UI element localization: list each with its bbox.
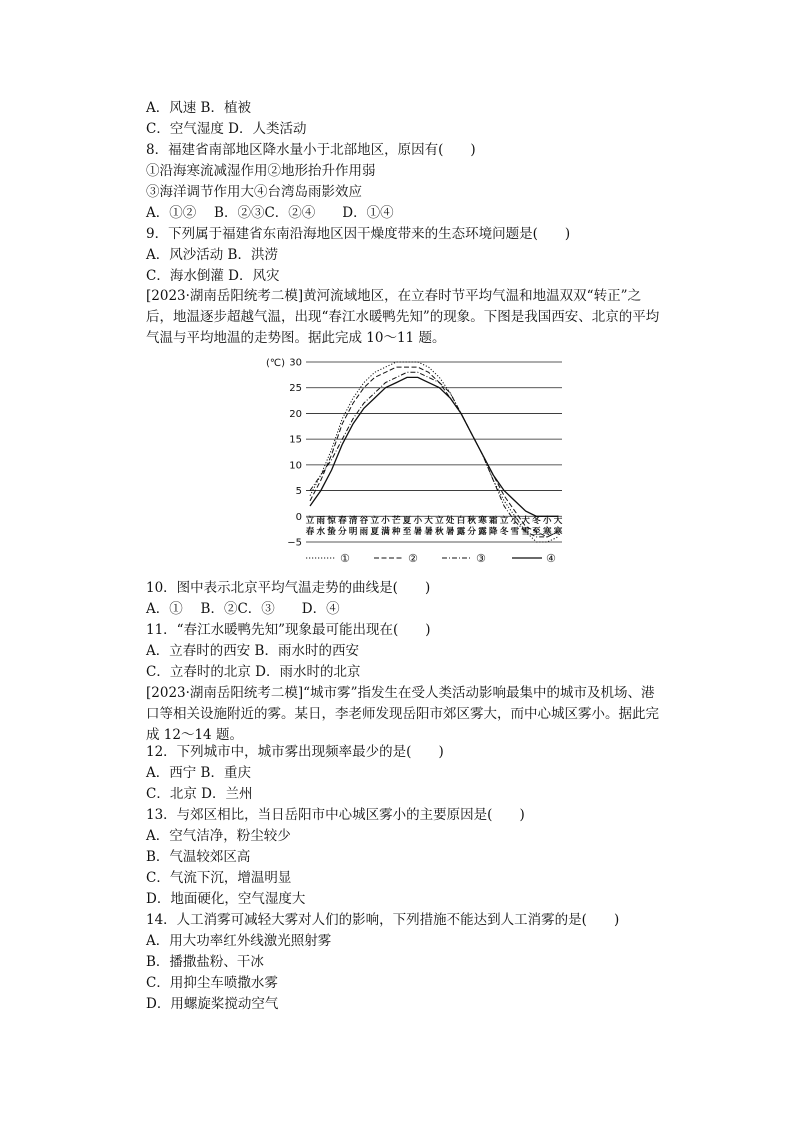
- q14-option-a: A．用大功率红外线激光照射雾: [146, 933, 332, 949]
- q8-statements-34: ③海洋调节作用大④台湾岛雨影效应: [146, 184, 362, 200]
- q13-option-c: C．气流下沉，增温明显: [146, 870, 292, 886]
- x-category-label-top: 立: [435, 515, 444, 526]
- x-category-label-bottom: 水: [316, 526, 326, 537]
- x-category-label-top: 白: [456, 515, 466, 526]
- x-category-label-top: 秋: [467, 515, 476, 526]
- chart-legend: [306, 552, 556, 565]
- q10-stem: 10．图中表示北京平均气温走势的曲线是( ): [146, 580, 431, 596]
- y-tick-label: 20: [289, 408, 302, 420]
- series-line-3: [310, 372, 558, 537]
- y-tick-labels: [287, 358, 302, 549]
- q14-option-b: B．播撒盐粉、干冰: [146, 954, 264, 970]
- q10-options: A．① B．②C．③ D．④: [146, 601, 340, 617]
- q13-option-b: B．气温较郊区高: [146, 849, 251, 865]
- legend-label: ③: [476, 552, 486, 565]
- passage-12-14: [2023·湖南岳阳统考二模]“城市雾”指发生在受人类活动影响最集中的城市及机场、港口等相关设施附近的雾。某日，李老师发现岳阳市郊区雾大，而中心城区雾小。据此完成 12～14 题。: [146, 685, 659, 743]
- q9-options-cd: C．海水倒灌 D．风灾: [146, 268, 280, 284]
- q11-options-cd: C．立春时的北京 D．雨水时的北京: [146, 664, 361, 680]
- x-category-label-top: 谷: [359, 515, 369, 526]
- x-category-label-bottom: 至: [532, 526, 541, 537]
- q8-stem: 8．福建省南部地区降水量小于北部地区，原因有( ): [146, 142, 476, 158]
- temperature-chart: [262, 352, 572, 570]
- x-category-label-bottom: 秋: [435, 526, 444, 537]
- x-category-label-top: 夏: [402, 515, 412, 526]
- x-category-label-top: 立: [305, 515, 315, 526]
- q9-options-ab: A．风沙活动 B．洪涝: [146, 247, 278, 263]
- x-category-label-bottom: 夏: [370, 526, 379, 537]
- passage-10-11: [2023·湖南岳阳统考二模]黄河流域地区，在立春时节平均气温和地温双双“转正”之后，地温逐步超越气温，出现“春江水暖鸭先知”的现象。下图是我国西安、北京的平均气温与平均地温的走势图。据此完成 10～11 题。: [146, 288, 660, 346]
- x-category-label-top: 霜: [489, 515, 498, 526]
- x-category-label-bottom: 冬: [499, 526, 509, 537]
- q12-stem: 12．下列城市中，城市雾出现频率最少的是( ): [146, 744, 444, 760]
- x-category-label-bottom: 寒: [542, 526, 552, 537]
- x-category-label-top: 寒: [478, 515, 487, 526]
- x-category-label-bottom: 暑: [424, 526, 433, 537]
- y-tick-label: 10: [289, 460, 302, 472]
- x-category-label-top: 小: [413, 515, 423, 526]
- x-category-label-bottom: 雨: [359, 526, 369, 537]
- x-category-label-bottom: 满: [381, 526, 390, 537]
- q8-statements-12: ①沿海寒流减湿作用②地形抬升作用弱: [146, 163, 376, 179]
- q9-stem: 9．下列属于福建省东南沿海地区因干燥度带来的生态环境问题是( ): [146, 226, 571, 242]
- legend-label: ②: [408, 552, 418, 565]
- q13-stem: 13．与郊区相比，当日岳阳市中心城区雾小的主要原因是( ): [146, 807, 525, 823]
- y-tick-label: −5: [287, 537, 302, 549]
- x-category-label-bottom: 明: [348, 526, 358, 537]
- y-tick-label: 25: [289, 383, 302, 395]
- x-category-label-top: 小: [542, 515, 552, 526]
- legend-label: ①: [340, 552, 350, 565]
- x-category-label-top: 春: [338, 515, 347, 526]
- y-tick-label: 30: [289, 357, 302, 369]
- q11-stem: 11．“春江水暖鸭先知”现象最可能出现在( ): [146, 622, 431, 638]
- y-tick-label: 0: [295, 511, 302, 523]
- x-category-label-bottom: 雪: [521, 526, 530, 537]
- legend-label: ④: [546, 552, 556, 565]
- x-category-label-top: 冬: [532, 515, 541, 526]
- q7-options-ab: A．风速 B．植被: [146, 100, 251, 116]
- x-category-label-bottom: 降: [489, 526, 498, 537]
- y-axis-unit: (℃): [266, 358, 286, 369]
- x-category-label-bottom: 至: [402, 526, 412, 537]
- x-category-label-bottom: 分: [338, 526, 347, 537]
- x-category-label-top: 处: [445, 515, 455, 526]
- x-category-label-bottom: 分: [467, 526, 476, 537]
- x-category-labels: [306, 515, 563, 537]
- y-tick-label: 15: [289, 434, 302, 446]
- x-category-label-top: 小: [510, 515, 520, 526]
- q12-options-cd: C．北京 D．兰州: [146, 786, 253, 802]
- q7-options-cd: C．空气湿度 D．人类活动: [146, 121, 307, 137]
- q8-options: A．①② B．②③C．②④ D．①④: [146, 205, 394, 221]
- x-category-label-top: 雨: [316, 515, 326, 526]
- x-category-label-top: 大: [521, 515, 530, 526]
- q11-options-ab: A．立春时的西安 B．雨水时的西安: [146, 643, 359, 659]
- q14-option-d: D．用螺旋桨搅动空气: [146, 996, 279, 1012]
- series-line-2: [310, 367, 558, 537]
- x-category-label-top: 清: [348, 515, 358, 526]
- x-category-label-top: 惊: [327, 515, 336, 526]
- x-category-label-bottom: 暑: [445, 526, 455, 537]
- x-category-label-top: 小: [381, 515, 390, 526]
- q14-option-c: C．用抑尘车喷撒水雾: [146, 975, 278, 991]
- x-category-label-top: 大: [553, 515, 563, 526]
- x-category-label-top: 芒: [392, 515, 401, 526]
- x-category-label-bottom: 种: [392, 526, 401, 537]
- x-category-label-bottom: 露: [456, 526, 466, 537]
- x-category-label-bottom: 春: [305, 526, 315, 537]
- x-category-label-top: 立: [370, 515, 379, 526]
- series-line-4: [310, 377, 558, 516]
- x-category-label-top: 立: [499, 515, 509, 526]
- x-category-label-bottom: 蛰: [327, 526, 336, 537]
- q13-option-d: D．地面硬化，空气湿度大: [146, 891, 306, 907]
- x-category-label-bottom: 雪: [510, 526, 520, 537]
- q12-options-ab: A．西宁 B．重庆: [146, 765, 251, 781]
- q13-option-a: A．空气洁净，粉尘较少: [146, 828, 291, 844]
- x-category-label-top: 大: [424, 515, 433, 526]
- y-tick-label: 5: [295, 486, 302, 498]
- x-category-label-bottom: 露: [478, 526, 487, 537]
- x-category-label-bottom: 寒: [553, 526, 563, 537]
- x-category-label-bottom: 暑: [413, 526, 423, 537]
- q14-stem: 14．人工消雾可减轻大雾对人们的影响，下列措施不能达到人工消雾的是( ): [146, 912, 620, 928]
